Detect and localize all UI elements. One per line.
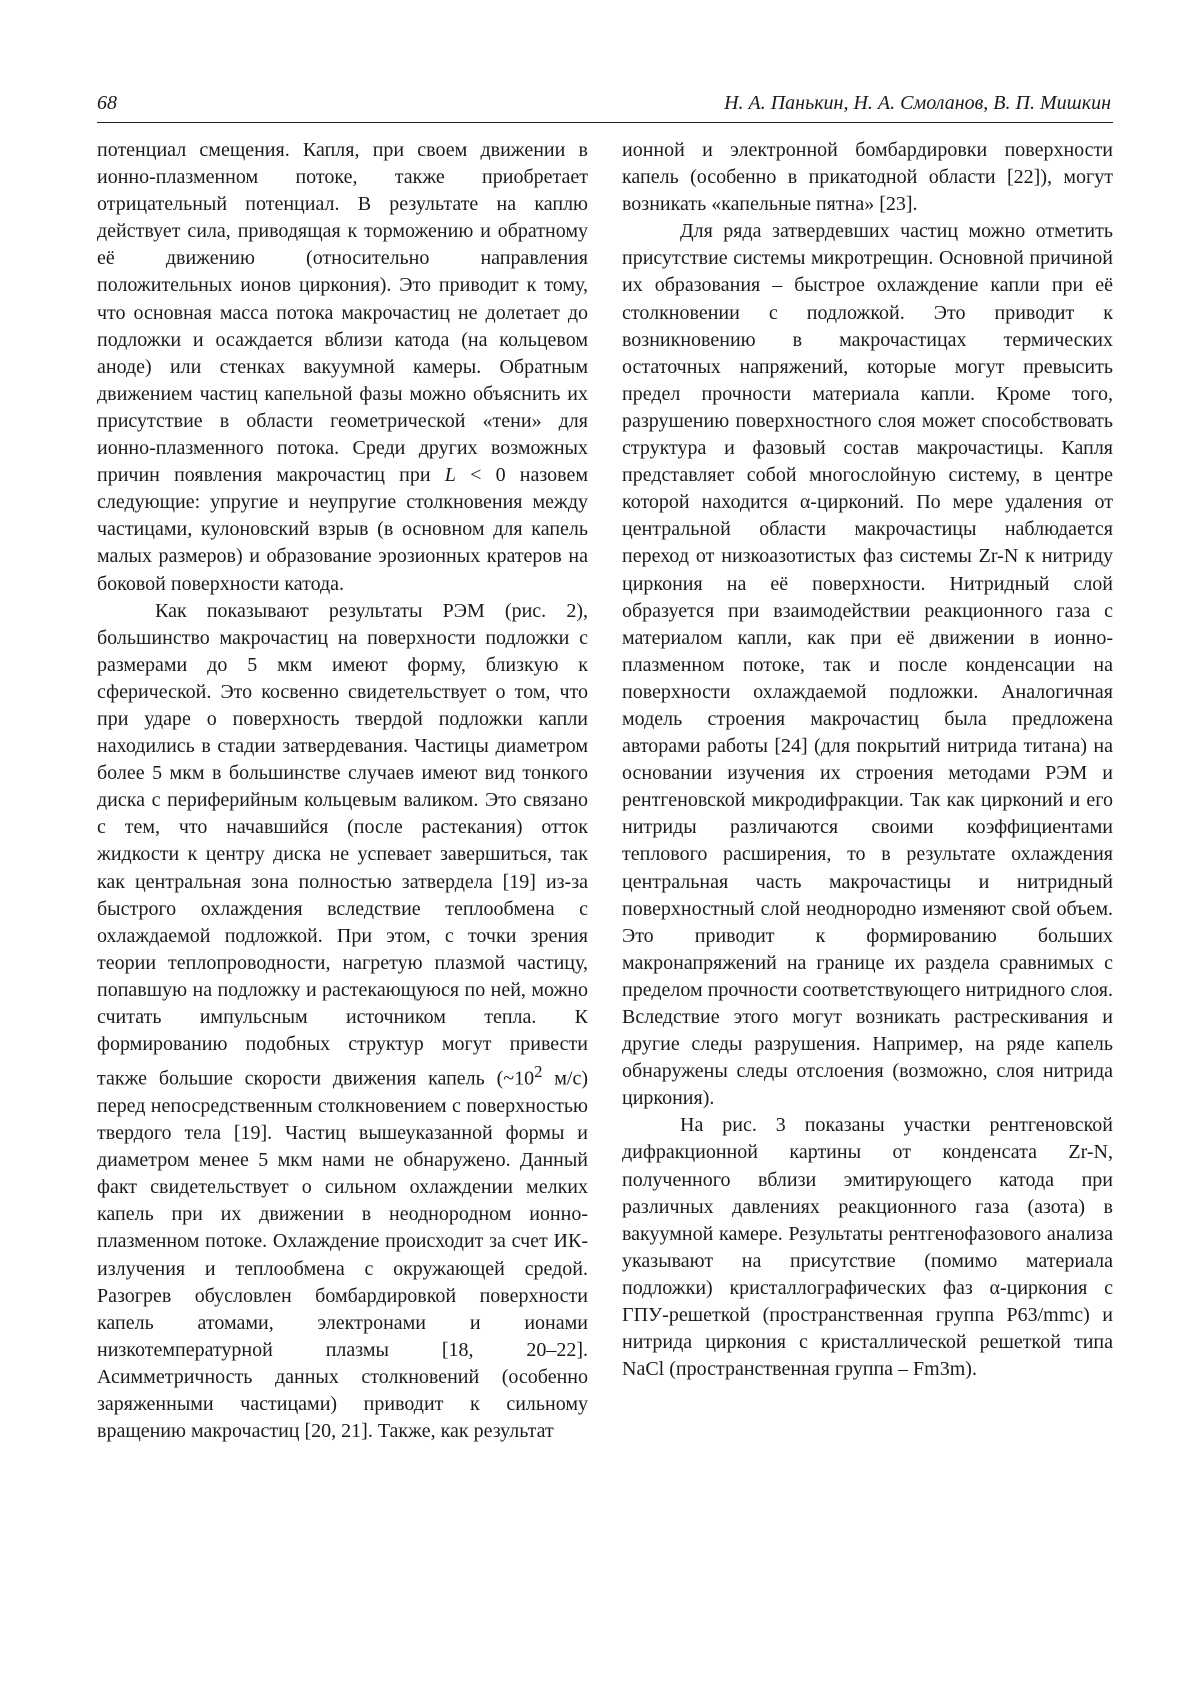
paragraph: ионной и электронной бомбардировки поверхности капель (особенно в прикатодной области [22]), могут возникать «капельные пятна» [23]. (622, 139, 1113, 216)
paragraph (97, 137, 588, 598)
paragraph-text: потенциал смещения. Капля, при своем движении в ионно-плазменном потоке, также приобретает отрицательный потенциал. В результате на каплю действует сила, приводящая к торможению и обратному её движению (относительно направления положительных ионов циркония). Это приводит к тому, что основная масса потока макрочастиц не долетает до подложки и осаждается вблизи катода (на кольцевом аноде) или стенках вакуумной камеры. Обратным движением частиц капельной фазы можно объяснить их присутствие в области геометрической «тени» для ионно-плазменного потока. Среди других возможных причин появления макрочастиц при (97, 139, 588, 487)
running-head-authors: Н. А. Панькин, Н. А. Смоланов, В. П. Мишкин (724, 92, 1111, 114)
page-header (97, 88, 1113, 123)
variable-l: L (444, 464, 456, 487)
paragraph-text: < 0 назовем следующие: упругие и неупругие столкновения между частицами, кулоновский взрыв (в основном для капель малых размеров) и образование эрозионных кратеров на боковой поверхности катода. (97, 464, 589, 595)
page-number: 68 (97, 92, 117, 114)
superscript: 2 (534, 1062, 543, 1082)
paragraph-text: м/с) перед непосредственным столкновением с поверхностью твердого тела [19]. Частиц вышеуказанной формы и диаметром менее 5 мкм нами не обнаружено. Данный факт свидетельствует о сильном охлаждении мелких капель при их движении в неоднородном ионно-плазменном потоке. Охлаждение происходит за счет ИК-излучения и теплообмена с окружающей средой. Разогрев обусловлен бомбардировкой поверхности капель атомами, электронами и ионами низкотемпературной плазмы [18, 20–22]. Асимметричность данных столкновений (особенно заряженными частицами) приводит к сильному вращению макрочастиц [20, 21]. Также, как результат (97, 1067, 588, 1443)
left-column (97, 137, 588, 1445)
paragraph: Для ряда затвердевших частиц можно отметить присутствие системы микротрещин. Основной причиной их образования – быстрое охлаждение капли при её столкновении с подложкой. Это приводит к возникновению в макрочастицах термических остаточных напряжений, которые могут превысить предел прочности материала капли. Кроме того, разрушению поверхностного слоя может способствовать структура и фазовый состав макрочастицы. Капля представляет собой многослойную систему, в центре которой находится α-цирконий. По мере удаления от центральной области макрочастицы наблюдается переход от низкоазотистых фаз системы Zr-N к нитриду циркония на её поверхности. Нитридный слой образуется при взаимодействии реакционного газа с материалом капли, как при её движении в ионно-плазменном потоке, так и после конденсации на поверхности охлаждаемой подложки. Аналогичная модель строения макрочастиц была предложена авторами работы [24] (для покрытий нитрида титана) на основании изучения их строения методами РЭМ и рентгеновской микродифракции. Так как цирконий и его нитриды различаются своими коэффициентами теплового расширения, то в результате охлаждения центральная часть макрочастицы и нитридный поверхностный слой неоднородно изменяют свой объем. Это приводит к формированию больших макронапряжений на границе их раздела сравнимых с пределом прочности соответствующего нитридного слоя. Вследствие этого могут возникать растрескивания и другие следы разрушения. Например, на ряде капель обнаружены следы отслоения (возможно, слоя нитрида циркония). (622, 220, 1113, 1110)
right-column (622, 137, 1113, 1383)
paragraph (97, 598, 588, 1446)
paragraph: На рис. 3 показаны участки рентгеновской дифракционной картины от конденсата Zr-N, полученного вблизи эмитирующего катода при различных давлениях реакционного газа (азота) в вакуумной камере. Результаты рентгенофазового анализа указывают на присутствие (помимо материала подложки) кристаллографических фаз α-циркония с ГПУ-решеткой (пространственная группа P63/mmc) и нитрида циркония с кристаллической решеткой типа NaCl (пространственная группа – Fm3m). (622, 1114, 1113, 1381)
paragraph-text: Как показывают результаты РЭМ (рис. 2), большинство макрочастиц на поверхности подложки с размерами до 5 мкм имеют форму, близкую к сферической. Это косвенно свидетельствует о том, что при ударе о поверхность твердой подложки капли находились в стадии затвердевания. Частицы диаметром более 5 мкм в большинстве случаев имеют вид тонкого диска с периферийным кольцевым валиком. Это связано с тем, что начавшийся (после растекания) отток жидкости к центру диска не успевает завершиться, так как центральная зона полностью затвердела [19] из-за быстрого охлаждения вследствие теплообмена с охлаждаемой подложкой. При этом, с точки зрения теории теплопроводности, нагретую плазмой частицу, попавшую на подложку и растекающуюся по ней, можно считать импульсным источником тепла. К формированию подобных структур могут привести также большие скорости движения капель (~10 (97, 599, 588, 1090)
